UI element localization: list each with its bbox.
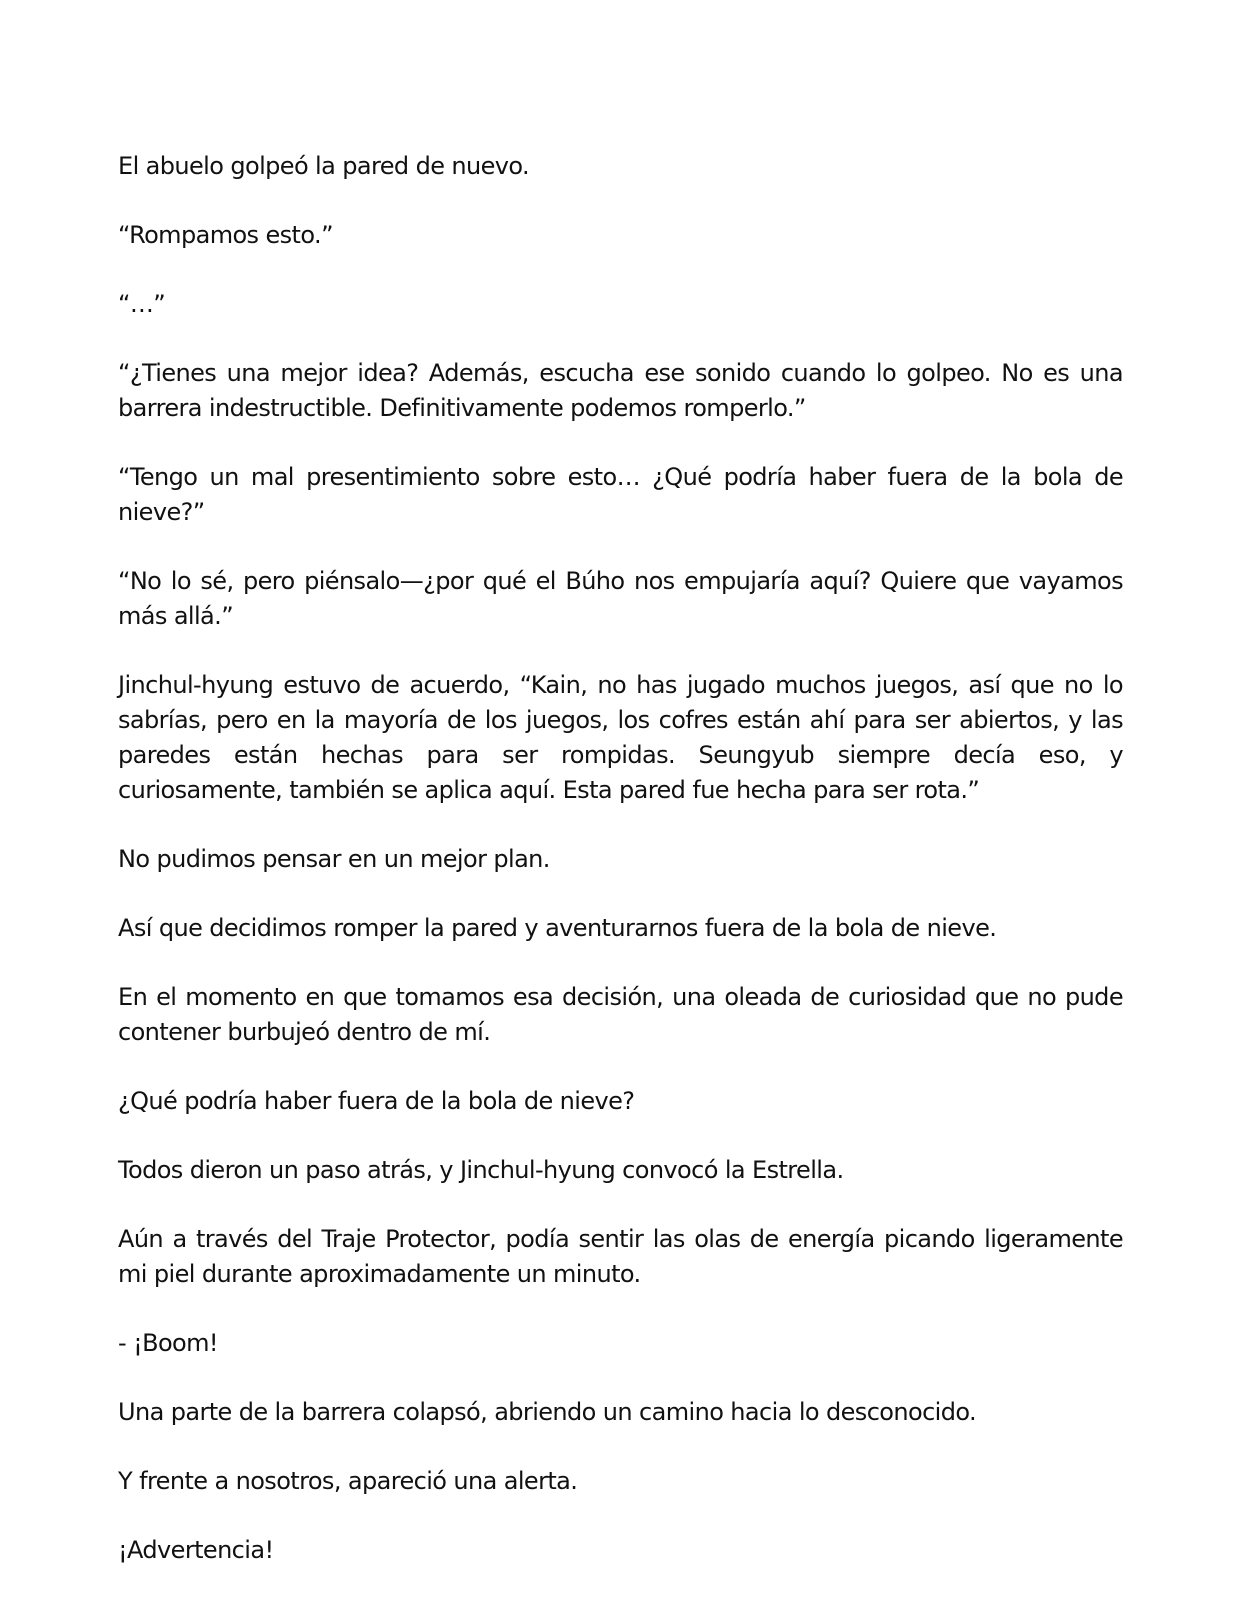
paragraph: “…”	[118, 290, 166, 318]
paragraph: ¿Qué podría haber fuera de la bola de nieve?	[118, 1087, 635, 1115]
paragraph: “Tengo un mal presentimiento sobre esto… ¿Qué podría haber fuera de la bola de nieve?”	[118, 463, 1123, 526]
paragraph: En el momento en que tomamos esa decisión, una oleada de curiosidad que no pude contener burbujeó dentro de mí.	[118, 983, 1123, 1046]
paragraph: “¿Tienes una mejor idea? Además, escucha ese sonido cuando lo golpeo. No es una barrera indestructible. Definitivamente podemos romperlo.”	[118, 359, 1123, 422]
paragraph: “Rompamos esto.”	[118, 221, 333, 249]
paragraph: No pudimos pensar en un mejor plan.	[118, 845, 550, 873]
paragraph: Así que decidimos romper la pared y aventurarnos fuera de la bola de nieve.	[118, 914, 997, 942]
document-page	[118, 149, 1123, 1602]
paragraph: - ¡Boom!	[118, 1329, 218, 1357]
paragraph: Aún a través del Traje Protector, podía sentir las olas de energía picando ligeramente mi piel durante aproximadamente un minuto.	[118, 1225, 1123, 1288]
paragraph: ¡Advertencia!	[118, 1536, 274, 1564]
paragraph: Y frente a nosotros, apareció una alerta.	[118, 1467, 578, 1495]
paragraph: Una parte de la barrera colapsó, abriendo un camino hacia lo desconocido.	[118, 1398, 977, 1426]
paragraph: El abuelo golpeó la pared de nuevo.	[118, 152, 530, 180]
paragraph: “No lo sé, pero piénsalo—¿por qué el Búho nos empujaría aquí? Quiere que vayamos más allá.”	[118, 567, 1123, 630]
paragraph: Todos dieron un paso atrás, y Jinchul-hyung convocó la Estrella.	[118, 1156, 844, 1184]
paragraph: Jinchul-hyung estuvo de acuerdo, “Kain, no has jugado muchos juegos, así que no lo sabrías, pero en la mayoría de los juegos, los cofres están ahí para ser abiertos, y las paredes están hechas para ser rompidas. Seungyub siempre decía eso, y curiosamente, también se aplica aquí. Esta pared fue hecha para ser rota.”	[118, 671, 1123, 804]
